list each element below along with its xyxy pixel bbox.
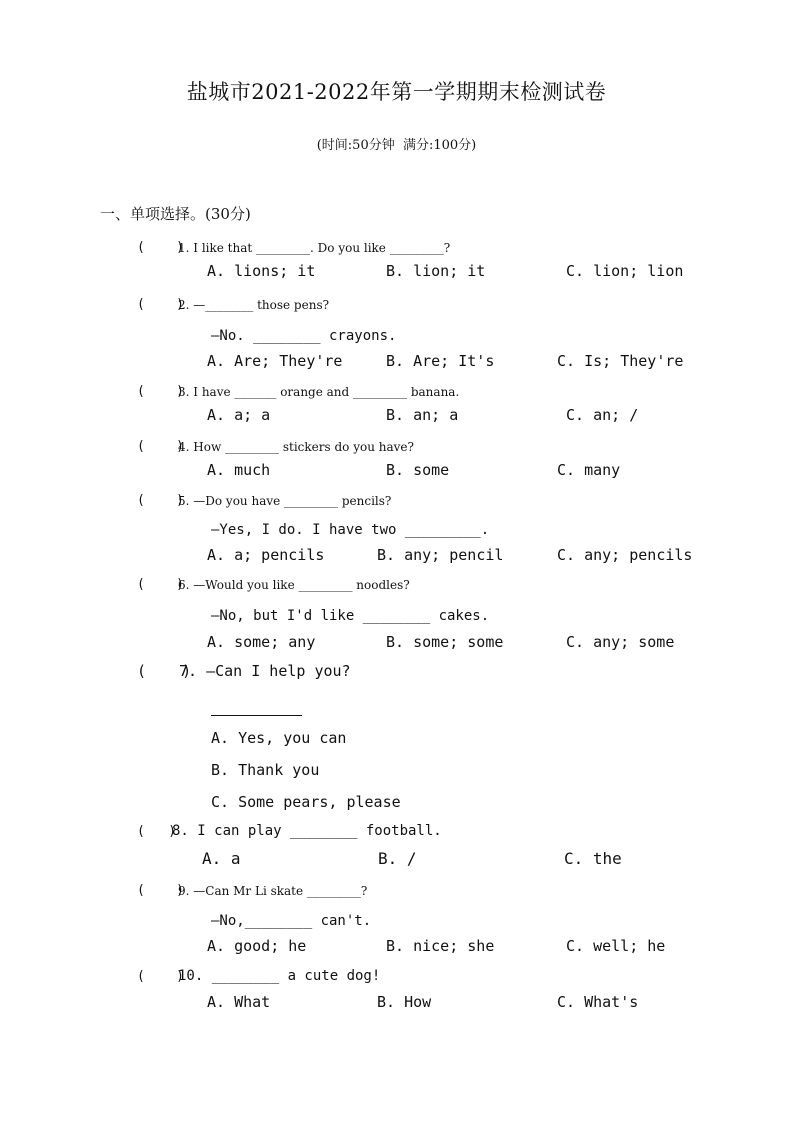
option-c-6: C. any; some xyxy=(566,633,675,651)
option-b-5: B. any; pencil xyxy=(377,546,504,564)
answer-paren-8[interactable]: ( ) xyxy=(137,824,177,839)
option-a-4: A. much xyxy=(207,461,271,479)
question-stem-3: 3. I have _______ orange and _________ banana. xyxy=(178,385,460,399)
option-b-1: B. lion; it xyxy=(386,262,486,280)
option-a-3: A. a; a xyxy=(207,406,271,424)
answer-paren-10[interactable]: ( ) xyxy=(137,969,184,984)
question-stem-4: 4. How _________ stickers do you have? xyxy=(178,440,414,454)
option-a-2: A. Are; They're xyxy=(207,352,343,370)
question-stem-6: 6. —Would you like _________ noodles? xyxy=(178,578,410,592)
answer-paren-1[interactable]: ( ) xyxy=(137,240,184,255)
question-reply-6: —No, but I'd like ________ cakes. xyxy=(211,608,490,624)
answer-paren-9[interactable]: ( ) xyxy=(137,883,184,898)
question-stem-5: 5. —Do you have _________ pencils? xyxy=(178,494,392,508)
option-b-6: B. some; some xyxy=(386,633,504,651)
option-b-7: B. Thank you xyxy=(211,761,320,779)
option-a-1: A. lions; it xyxy=(207,262,316,280)
option-b-4: B. some xyxy=(386,461,450,479)
section-heading: 一、单项选择。(30分) xyxy=(100,205,251,223)
exam-info: (时间:50分钟 满分:100分) xyxy=(316,138,477,153)
option-c-5: C. any; pencils xyxy=(557,546,693,564)
option-c-1: C. lion; lion xyxy=(566,262,684,280)
question-stem-9: 9. —Can Mr Li skate _________? xyxy=(178,884,368,898)
option-c-8: C. the xyxy=(564,849,622,868)
question-reply-9: —No,________ can't. xyxy=(211,913,372,929)
option-b-3: B. an; a xyxy=(386,406,459,424)
question-stem-1: 1. I like that _________. Do you like _________? xyxy=(178,241,451,255)
answer-paren-5[interactable]: ( ) xyxy=(137,493,184,508)
question-reply-2: —No. ________ crayons. xyxy=(211,328,397,344)
option-c-3: C. an; / xyxy=(566,406,639,424)
question-reply-5: —Yes, I do. I have two _________. xyxy=(211,522,490,538)
option-b-9: B. nice; she xyxy=(386,937,495,955)
option-c-7: C. Some pears, please xyxy=(211,793,401,811)
option-a-5: A. a; pencils xyxy=(207,546,325,564)
option-c-2: C. Is; They're xyxy=(557,352,684,370)
answer-paren-4[interactable]: ( ) xyxy=(137,439,184,454)
question-stem-2: 2. —________ those pens? xyxy=(178,298,330,312)
answer-paren-3[interactable]: ( ) xyxy=(137,384,184,399)
page-title: 盐城市2021-2022年第一学期期末检测试卷 xyxy=(186,80,607,104)
option-b-10: B. How xyxy=(377,993,432,1011)
answer-paren-7[interactable]: ( ) xyxy=(137,662,192,680)
answer-blank-7[interactable] xyxy=(211,715,302,716)
question-stem-10: 10. ________ a cute dog! xyxy=(178,968,381,984)
option-a-8: A. a xyxy=(202,849,241,868)
answer-paren-2[interactable]: ( ) xyxy=(137,297,184,312)
option-b-8: B. / xyxy=(378,849,417,868)
option-c-9: C. well; he xyxy=(566,937,666,955)
option-c-10: C. What's xyxy=(557,993,639,1011)
option-a-10: A. What xyxy=(207,993,271,1011)
option-c-4: C. many xyxy=(557,461,621,479)
option-a-7: A. Yes, you can xyxy=(211,729,347,747)
option-a-6: A. some; any xyxy=(207,633,316,651)
question-stem-8: 8. I can play ________ football. xyxy=(172,823,442,839)
answer-paren-6[interactable]: ( ) xyxy=(137,577,184,592)
option-b-2: B. Are; It's xyxy=(386,352,495,370)
option-a-9: A. good; he xyxy=(207,937,307,955)
question-stem-7: 7. —Can I help you? xyxy=(179,662,351,680)
